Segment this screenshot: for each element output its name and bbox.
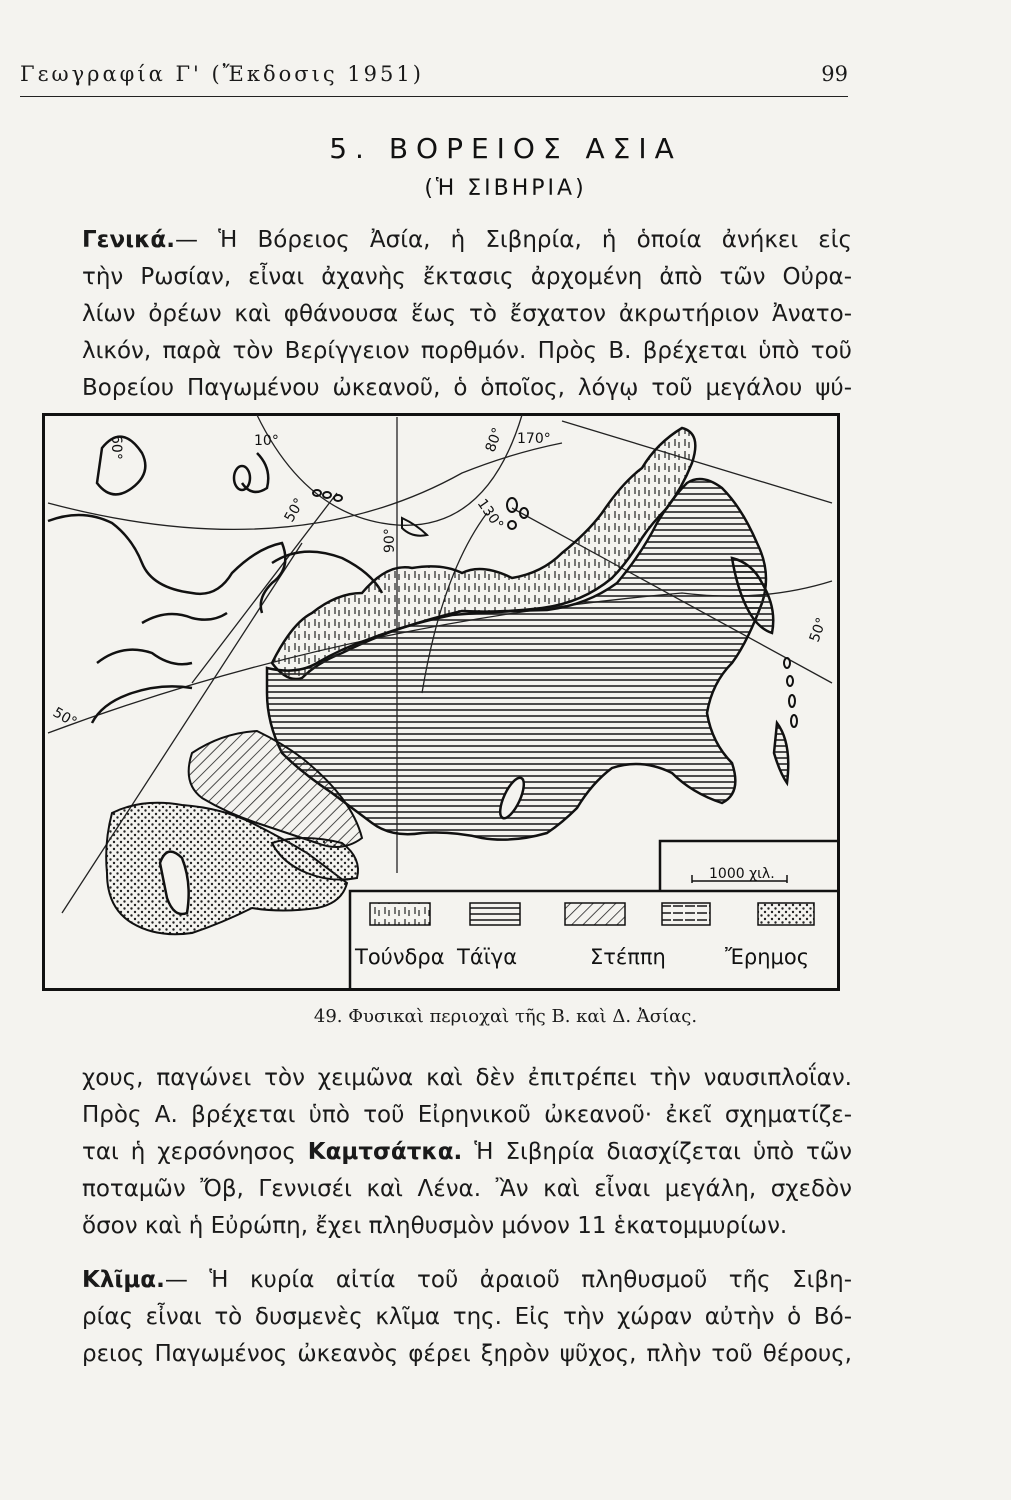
sakhalin <box>774 723 788 783</box>
page-number: 99 <box>821 62 848 86</box>
paragraph-lead-general: Γενικά. <box>82 227 175 253</box>
paragraph-line: ὅσον καὶ ἡ Εὐρώπη, ἔχει πληθυσμὸν μόνον 11 ἑκατομμυρίων. <box>82 1213 788 1239</box>
header-rule <box>20 96 848 97</box>
paragraph-line: Πρὸς Α. βρέχεται ὑπὸ τοῦ Εἰρηνικοῦ ὠκεανοῦ· ἐκεῖ σχηματίζε- <box>82 1102 852 1128</box>
paragraph-line: λικόν, παρὰ τὸν Βερίγγειον πορθμόν. Πρὸς Β. βρέχεται ὑπὸ τοῦ <box>82 338 852 364</box>
legend-label-tundra: Τούνδρα <box>355 945 445 969</box>
paragraph-lead-climate: Κλῖμα. <box>82 1267 165 1293</box>
paragraph-line: — Ἡ Βόρειος Ἀσία, ἡ Σιβηρία, ἡ ὁποία ἀνήκει εἰς <box>174 227 852 253</box>
legend-swatch-steppe <box>565 903 625 925</box>
paragraph-line: Βορείου Παγωμένου ὠκεανοῦ, ὁ ὁποῖος, λόγῳ τοῦ μεγάλου ψύ- <box>82 375 852 401</box>
degree-label: 90° <box>382 528 398 553</box>
paragraph-line: Ἡ Σιβηρία διασχίζεται ὑπὸ τῶν <box>474 1139 853 1165</box>
figure-caption: 49. Φυσικαὶ περιοχαὶ τῆς Β. καὶ Δ. Ἀσίας. <box>313 1006 698 1027</box>
paragraph-line: χους, παγώνει τὸν χειμῶνα καὶ δὲν ἐπιτρέπει τὴν ναυσιπλοΐαν. <box>82 1065 852 1091</box>
degree-label: 10° <box>254 433 279 449</box>
paragraph-general <box>82 222 852 407</box>
legend-swatch-tundra <box>370 903 430 925</box>
scale-bar <box>660 841 838 891</box>
degree-label: 50° <box>281 495 308 525</box>
paragraph-line: τὴν Ρωσίαν, εἶναι ἀχανὴς ἔκτασις ἀρχομένη ἀπὸ τῶν Οὐρα- <box>82 264 852 290</box>
paragraph-line: λίων ὀρέων καὶ φθάνουσα ἕως τὸ ἔσχατον ἀκρωτήριον Ἀνατο- <box>82 301 852 327</box>
degree-label: 80° <box>482 425 507 455</box>
paragraph-climate <box>82 1262 852 1373</box>
degree-label: 50° <box>50 704 80 731</box>
section-title: 5. ΒΟΡΕΙΟΣ ΑΣΙΑ <box>329 132 682 165</box>
degree-label: 170° <box>517 431 551 447</box>
kamchatka-term: Καμτσάτκα. <box>307 1139 463 1165</box>
paragraph-line: ρίας εἶναι τὸ δυσμενὲς κλῖμα της. Εἰς τὴν χώραν αὐτὴν ὁ Βό- <box>82 1304 852 1330</box>
legend <box>350 891 838 989</box>
running-title: Γεωγραφία Γ' (Ἔκδοσις 1951) <box>20 62 424 86</box>
degree-label: 60° <box>108 435 124 460</box>
legend-swatch-steppe-mixed <box>662 903 710 925</box>
legend-swatch-taiga <box>470 903 520 925</box>
paragraph-line: ται ἡ χερσόνησος <box>82 1139 296 1165</box>
degree-label: 130° <box>473 496 507 533</box>
paragraph-line: ρειος Παγωμένος ὠκεανὸς φέρει ξηρὸν ψῦχος, πλὴν τοῦ θέρους, <box>82 1341 852 1367</box>
paragraph-continued <box>82 1060 852 1245</box>
running-header <box>20 62 848 98</box>
legend-label-taiga: Τάϊγα <box>457 945 518 969</box>
regions-map <box>42 413 840 991</box>
section-subtitle: (Ἡ ΣΙΒΗΡΙΑ) <box>424 176 587 201</box>
legend-swatch-desert <box>758 903 814 925</box>
legend-label-steppe: Στέππη <box>590 945 666 969</box>
legend-label-desert: Ἔρημος <box>725 945 810 969</box>
degree-label: 50° <box>806 615 831 645</box>
svg-text:1000 χιλ.: 1000 χιλ. <box>709 866 775 882</box>
paragraph-line: ποταμῶν Ὄβ, Γεννισέι καὶ Λένα. Ἂν καὶ εἶναι μεγάλη, σχεδὸν <box>82 1176 852 1202</box>
paragraph-line: — Ἡ κυρία αἰτία τοῦ ἀραιοῦ πληθυσμοῦ τῆς Σιβη- <box>164 1267 852 1293</box>
